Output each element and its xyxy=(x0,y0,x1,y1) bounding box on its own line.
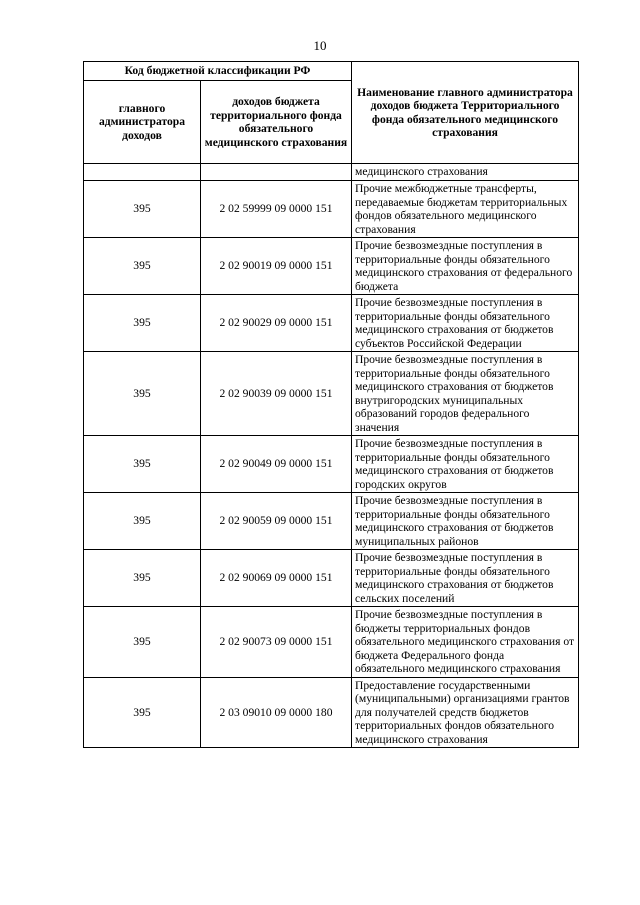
admin-code-cell: 395 xyxy=(84,493,201,550)
table-row xyxy=(84,607,579,678)
income-code-cell: 2 02 90049 09 0000 151 xyxy=(201,436,352,493)
name-cell: Предоставление государственными (муниципальными) организациями грантов для получателей средств бюджетов территориальных фондов обязательного медицинского страхования xyxy=(352,677,579,748)
name-cell: Прочие безвозмездные поступления в территориальные фонды обязательного медицинского страхования от бюджетов внутригородских муниципальных образований городов федерального значения xyxy=(352,352,579,436)
header-admin: главного администратора доходов xyxy=(84,81,201,164)
name-cell: Прочие безвозмездные поступления в территориальные фонды обязательного медицинского страхования от бюджетов субъектов Российской Федерации xyxy=(352,295,579,352)
income-code-cell: 2 02 90039 09 0000 151 xyxy=(201,352,352,436)
table-row xyxy=(84,181,579,238)
header-name: Наименование главного администратора доходов бюджета Территориального фонда обязательного медицинского страхования xyxy=(352,62,579,164)
name-cell: Прочие межбюджетные трансферты, передаваемые бюджетам территориальных фондов обязательного медицинского страхования xyxy=(352,181,579,238)
continuation-admin xyxy=(84,164,201,181)
table-row xyxy=(84,677,579,748)
admin-code-cell: 395 xyxy=(84,677,201,748)
table-row xyxy=(84,550,579,607)
table-header xyxy=(84,62,579,164)
admin-code-cell: 395 xyxy=(84,607,201,678)
table-row xyxy=(84,238,579,295)
name-cell: Прочие безвозмездные поступления в территориальные фонды обязательного медицинского страхования от федерального бюджета xyxy=(352,238,579,295)
income-code-cell: 2 02 90059 09 0000 151 xyxy=(201,493,352,550)
table-row-continuation xyxy=(84,164,579,181)
name-cell: Прочие безвозмездные поступления в территориальные фонды обязательного медицинского страхования от бюджетов сельских поселений xyxy=(352,550,579,607)
continuation-name: медицинского страхования xyxy=(352,164,579,181)
table-row xyxy=(84,493,579,550)
page-number: 10 xyxy=(313,38,327,53)
income-code-cell: 2 02 90069 09 0000 151 xyxy=(201,550,352,607)
name-cell: Прочие безвозмездные поступления в бюджеты территориальных фондов обязательного медицинского страхования от бюджета Федерального фонда обязательного медицинского страхования xyxy=(352,607,579,678)
continuation-code xyxy=(201,164,352,181)
admin-code-cell: 395 xyxy=(84,436,201,493)
name-cell: Прочие безвозмездные поступления в территориальные фонды обязательного медицинского страхования от бюджетов муниципальных районов xyxy=(352,493,579,550)
admin-code-cell: 395 xyxy=(84,295,201,352)
admin-code-cell: 395 xyxy=(84,181,201,238)
admin-code-cell: 395 xyxy=(84,550,201,607)
income-code-cell: 2 02 90029 09 0000 151 xyxy=(201,295,352,352)
table-row xyxy=(84,352,579,436)
income-code-cell: 2 02 59999 09 0000 151 xyxy=(201,181,352,238)
header-group: Код бюджетной классификации РФ xyxy=(84,62,352,81)
budget-classification-table xyxy=(83,61,579,748)
income-code-cell: 2 02 90073 09 0000 151 xyxy=(201,607,352,678)
admin-code-cell: 395 xyxy=(84,352,201,436)
table-body xyxy=(84,164,579,748)
table-row xyxy=(84,295,579,352)
income-code-cell: 2 03 09010 09 0000 180 xyxy=(201,677,352,748)
header-income: доходов бюджета территориального фонда обязательного медицинского страхования xyxy=(201,81,352,164)
table-row xyxy=(84,436,579,493)
name-cell: Прочие безвозмездные поступления в территориальные фонды обязательного медицинского страхования от бюджетов городских округов xyxy=(352,436,579,493)
admin-code-cell: 395 xyxy=(84,238,201,295)
income-code-cell: 2 02 90019 09 0000 151 xyxy=(201,238,352,295)
